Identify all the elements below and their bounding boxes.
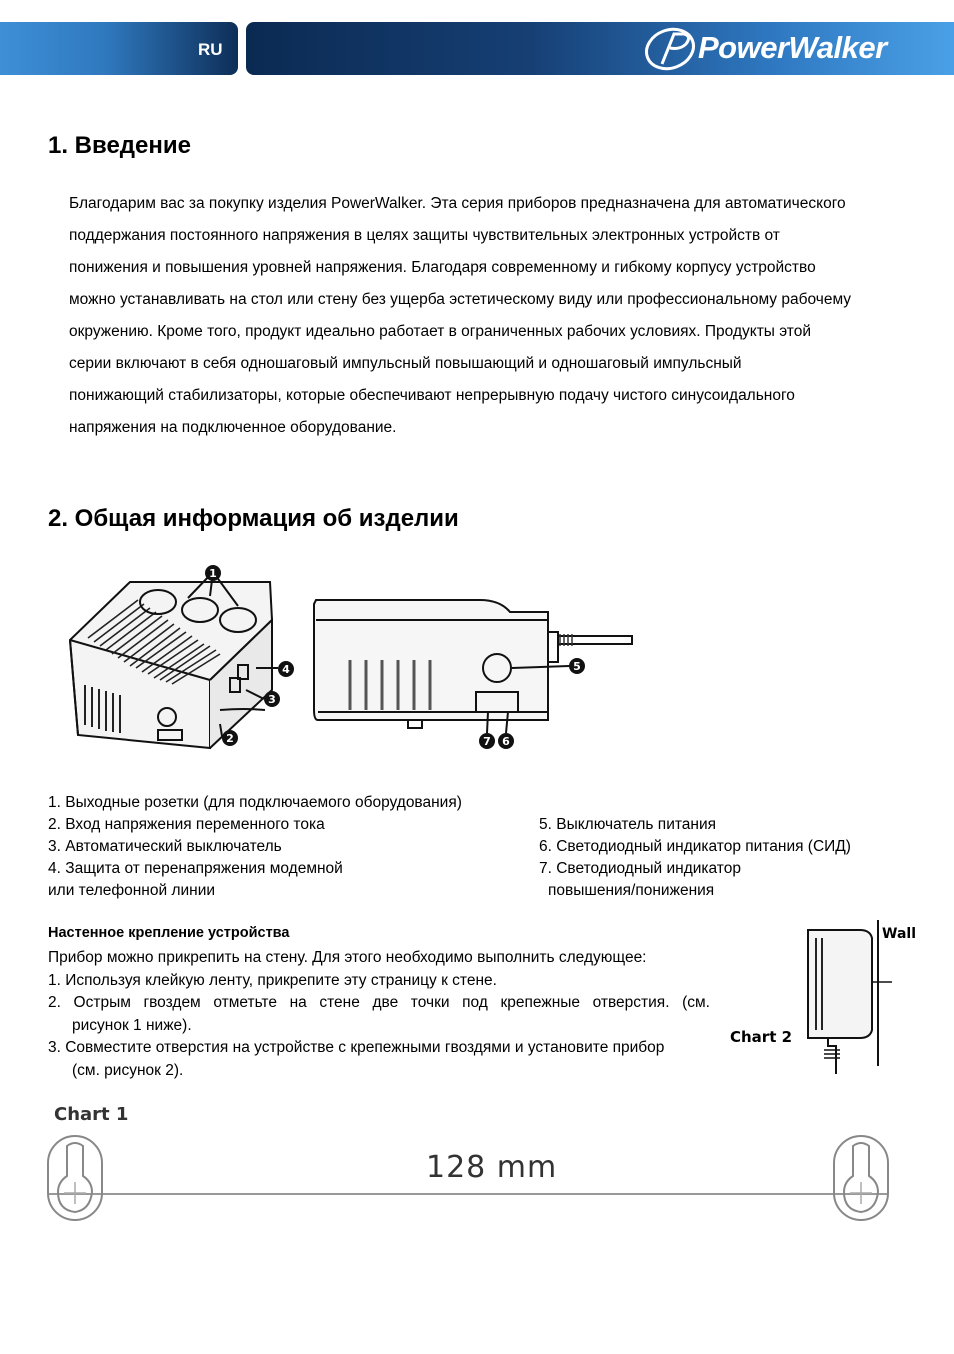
chart-1-label: Chart 1 bbox=[54, 1104, 129, 1125]
callout-2: 2 bbox=[226, 732, 234, 745]
legend-item-6: 6. Светодиодный индикатор питания (СИД) bbox=[539, 838, 851, 855]
callout-7: 7 bbox=[483, 735, 491, 748]
wall-mount-step-2-cont: рисунок 1 ниже). bbox=[72, 1016, 192, 1034]
legend-item-5: 5. Выключатель питания bbox=[539, 816, 717, 833]
device-isometric-view bbox=[70, 582, 272, 748]
wall-mount-intro: Прибор можно прикрепить на стену. Для этого необходимо выполнить следующее: bbox=[48, 949, 647, 966]
callout-4: 4 bbox=[282, 663, 290, 676]
section-1-title: 1. Введение bbox=[48, 132, 191, 159]
callout-3: 3 bbox=[268, 693, 276, 706]
intro-line: можно устанавливать на стол или стену без ущерба эстетическому виду или профессиональному рабочему bbox=[69, 291, 852, 308]
wall-mount-step-1: 1. Используя клейкую ленту, прикрепите эту страницу к стене. bbox=[48, 971, 497, 989]
legend-item-3: 3. Автоматический выключатель bbox=[48, 838, 282, 855]
intro-line: понижения и повышения уровней напряжения. Благодаря современному и гибкому корпусу устройство bbox=[69, 259, 816, 276]
callout-1: 1 bbox=[209, 567, 217, 580]
wall-mount-instructions bbox=[48, 947, 710, 1082]
callout-6: 6 bbox=[502, 735, 510, 748]
product-diagram bbox=[60, 560, 660, 760]
wall-mount-title: Настенное крепление устройства bbox=[48, 925, 290, 941]
legend-item-2: 2. Вход напряжения переменного тока bbox=[48, 816, 325, 833]
mounting-hole-right bbox=[834, 1136, 888, 1220]
wall-mount-step-3: 3. Совместите отверстия на устройстве с крепежными гвоздями и установите прибор bbox=[48, 1039, 665, 1056]
language-label: RU bbox=[198, 40, 223, 59]
distance-label: 128 mm bbox=[426, 1150, 558, 1185]
wall-mount-step-2: 2. Острым гвоздем отметьте на стене две точки под крепежные отверстия. (см. bbox=[48, 994, 710, 1011]
section-2-title: 2. Общая информация об изделии bbox=[48, 505, 459, 532]
intro-paragraph bbox=[69, 188, 915, 444]
callout-5: 5 bbox=[573, 660, 581, 673]
legend-item-4: 4. Защита от перенапряжения модемной bbox=[48, 860, 343, 877]
intro-line: окружению. Кроме того, продукт идеально работает в ограниченных рабочих условиях. Продукты этой bbox=[69, 323, 812, 340]
intro-line: Благодарим вас за покупку изделия PowerWalker. Эта серия приборов предназначена для автоматического bbox=[69, 195, 846, 212]
chart-2-label: Chart 2 bbox=[730, 1028, 793, 1046]
wall-mount-step-3-cont: (см. рисунок 2). bbox=[72, 1061, 184, 1079]
legend-item-7: 7. Светодиодный индикатор bbox=[539, 860, 741, 877]
brand-name: PowerWalker bbox=[698, 30, 887, 65]
mounting-hole-left bbox=[48, 1136, 102, 1220]
legend-item-4-cont: или телефонной линии bbox=[48, 882, 216, 899]
intro-line: понижающий стабилизаторы, которые обеспечивают непрерывную подачу чистого синусоидального bbox=[69, 387, 795, 404]
intro-line: напряжения на подключенное оборудование. bbox=[69, 419, 397, 436]
legend-item-1: 1. Выходные розетки (для подключаемого оборудования) bbox=[48, 794, 462, 811]
intro-line: серии включают в себя одношаговый импульсный повышающий и одношаговый импульсный bbox=[69, 355, 742, 372]
intro-line: поддержания постоянного напряжения в целях защиты чувствительных электронных устройств от bbox=[69, 227, 780, 244]
legend-item-7-cont: повышения/понижения bbox=[548, 882, 715, 899]
wall-mount-side-diagram bbox=[800, 918, 900, 1078]
wall-label: Wall bbox=[882, 926, 916, 942]
